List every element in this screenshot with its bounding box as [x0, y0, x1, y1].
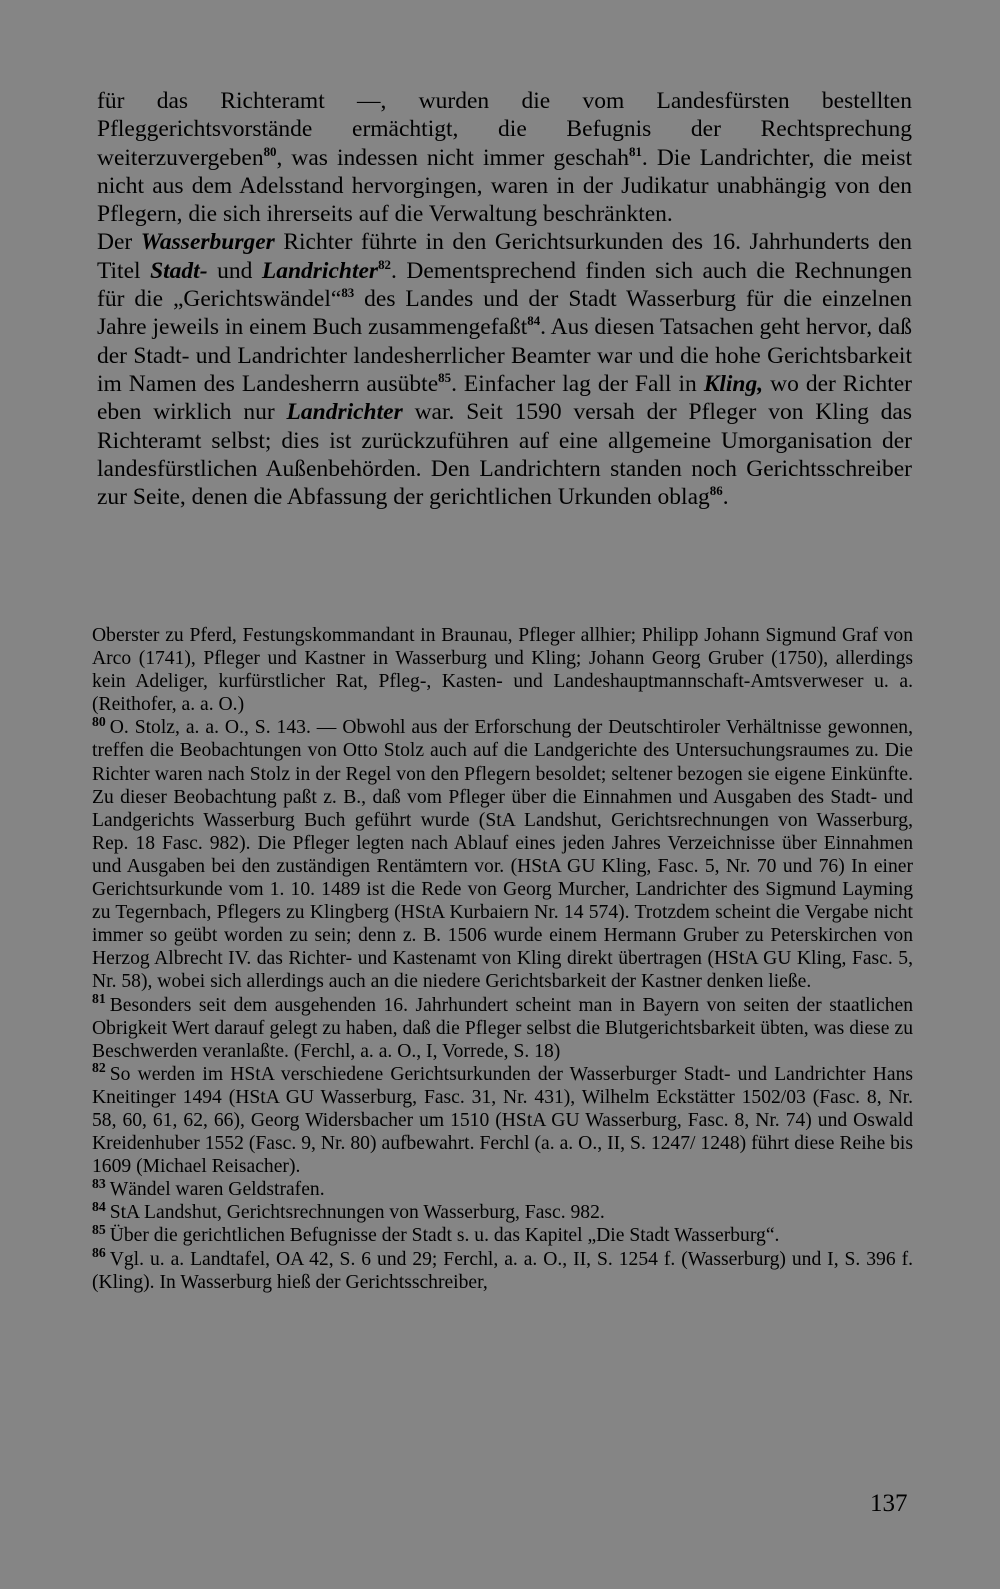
text-run: .: [722, 484, 729, 511]
footnote-text: StA Landshut, Gerichtsrechnungen von Wasserburg, Fasc. 982.: [109, 1202, 605, 1224]
text-run: für das Richteramt —, wurden die vom Landesfürsten bestellten Pfleggerichtsvorstände ermächtigt, die Befugnis der Rechtsprechung weiterzuvergeben: [97, 88, 912, 171]
footnote-ref-80: 80: [263, 143, 277, 159]
footnote-83: [92, 1175, 913, 1201]
footnote-85: [92, 1221, 913, 1247]
text-run: war. Seit 1590 versah der Pfleger von Kling das Richteramt selbst; dies ist zurückzuführen auf eine allgemeine Umorganisation der landesfürstlichen Außenbehörden. Den Landrichtern standen noch Gerichtsschreiber zur Seite, denen die Abfassung der gerichtlichen Urkunden oblag: [97, 399, 912, 511]
main-text: [97, 87, 912, 511]
footnotes: [92, 624, 913, 1294]
footnote-ref-82: 82: [378, 256, 391, 272]
footnote-ref-86: 86: [709, 483, 723, 499]
footnote-number: 82: [92, 1060, 106, 1076]
text-run: wo der Richter eben wirklich nur: [97, 370, 912, 426]
text-run: und: [207, 257, 262, 284]
paragraph-2: [97, 228, 912, 511]
emphasis-landrichter: Landrichter: [261, 257, 379, 284]
emphasis-landrichter: Landrichter: [286, 399, 403, 426]
footnote-84: [92, 1198, 913, 1224]
footnote-text: Über die gerichtlichen Befugnisse der Stadt s. u. das Kapitel „Die Stadt Wasserburg“.: [109, 1225, 780, 1247]
footnote-82: [92, 1060, 913, 1178]
text-run: . Aus diesen Tatsachen geht hervor, daß der Stadt- und Landrichter landesherrlicher Beamter war und die hohe Gerichtsbarkeit im Namen des Landesherrn ausübte: [97, 314, 912, 397]
footnote-text: Wändel waren Geldstrafen.: [109, 1179, 325, 1201]
footnote-ref-85: 85: [438, 370, 452, 386]
footnote-number: 81: [92, 990, 106, 1006]
footnote-text: Besonders seit dem ausgehenden 16. Jahrhundert scheint man in Bayern von seiten der staatlichen Obrigkeit Wert darauf gelegt zu haben, daß die Pfleger selbst die Blutgerichtsbarkeit übten, was diese zu Beschwerden veranlaßte. (Ferchl, a. a. O., I, Vorrede, S. 18): [92, 994, 913, 1062]
footnote-80: [92, 713, 913, 993]
footnote-text: Vgl. u. a. Landtafel, OA 42, S. 6 und 29; Ferchl, a. a. O., II, S. 1254 f. (Wasserburg) und I, S. 396 f. (Kling). In Wasserburg hieß der Gerichtsschreiber,: [92, 1248, 913, 1293]
text-run: , was indessen nicht immer geschah: [276, 144, 630, 171]
text-run: . Einfacher lag der Fall in: [451, 370, 704, 397]
footnote-number: 84: [92, 1198, 106, 1214]
text-run: . Die Landrichter, die meist nicht aus dem Adelsstand hervorgingen, waren in der Judikatur unabhängig von den Pflegern, die sich ihrerseits auf die Verwaltung beschränkten.: [97, 144, 913, 228]
footnote-ref-83: 83: [341, 285, 355, 301]
footnote-text: So werden im HStA verschiedene Gerichtsurkunden der Wasserburger Stadt- und Landrichter Hans Kneitinger 1494 (HStA GU Wasserburg, Fasc. 31, Nr. 431), Wilhelm Eckstätter 1502/03 (Fasc. 8, Nr. 58, 60, 61, 62, 66), Georg Widersbacher um 1510 (HStA GU Wasserburg, Fasc. 8, Nr. 74) und Oswald Kreidenhuber 1552 (Fasc. 9, Nr. 80) aufbewahrt. Ferchl (a. a. O., II, S. 1247/ 1248) führt diese Reihe bis 1609 (Michael Reisacher).: [92, 1063, 913, 1178]
emphasis-stadt: Stadt-: [150, 257, 208, 284]
footnote-number: 85: [92, 1221, 106, 1237]
emphasis-kling: Kling,: [703, 370, 764, 397]
footnote-text: O. Stolz, a. a. O., S. 143. — Obwohl aus der Erforschung der Deutschtiroler Verhältnisse gewonnen, treffen die Beobachtungen von Otto Stolz auch auf die Landgerichte des Untersuchungsraumes zu. Die Richter waren nach Stolz in der Regel von den Pflegern besoldet; seltener bezogen sie eigene Einkünfte. Zu dieser Beobachtung paßt z. B., daß vom Pfleger über die Einnahmen und Ausgaben des Stadt- und Landgerichts Wasserburg Buch geführt wurde (StA Landshut, Gerichtsrechnungen von Wasserburg, Rep. 18 Fasc. 982). Die Pfleger legten nach Ablauf eines jeden Jahres Verzeichnisse über Einnahmen und Ausgaben bei den zuständigen Rentämtern vor. (HStA GU Kling, Fasc. 5, Nr. 70 und 76) In einer Gerichtsurkunde vom 1. 10. 1489 ist die Rede von Georg Murcher, Landrichter des Sigmund Layming zu Tegernbach, Pflegers zu Klingberg (HStA Kurbaiern Nr. 14 574). Trotzdem scheint die Vergabe nicht immer so geübt worden zu sein; denn z. B. 1506 wurde einem Hermann Gruber zu Peterskirchen von Herzog Albrecht IV. das Richter- und Kastenamt von Kling direkt übertragen (HStA GU Kling, Fasc. 5, Nr. 58), wobei sich allerdings auch an die niedere Gerichtsbarkeit der Kastner denken ließe.: [92, 717, 913, 993]
footnote-number: 80: [92, 713, 106, 729]
footnote-ref-81: 81: [629, 143, 642, 159]
text-run: Richter führte in den Gerichtsurkunden des 16. Jahrhunderts den Titel: [97, 229, 912, 284]
emphasis-wasserburger: Wasserburger: [140, 229, 275, 256]
footnote-81: [92, 990, 913, 1063]
footnote-continuation: Oberster zu Pferd, Festungskommandant in Braunau, Pfleger allhier; Philipp Johann Sigmund Graf von Arco (1741), Pfleger und Kastner in Wasserburg und Kling; Johann Georg Gruber (1750), allerdings kein Adeliger, kurfürstlicher Rat, Pfleg-, Kasten- und Landeshauptmannschaft-Amtsverweser u. a. (Reithofer, a. a. O.): [92, 625, 913, 716]
page-number: 137: [870, 1490, 908, 1517]
footnote-86: [92, 1245, 913, 1294]
footnote-number: 86: [92, 1245, 106, 1260]
text-run: des Landes und der Stadt Wasserburg für die einzelnen Jahre jeweils in einem Buch zusammengefaßt: [97, 286, 912, 341]
footnote-ref-84: 84: [527, 313, 541, 329]
paragraph-1: [97, 87, 912, 228]
text-run: . Dementsprechend finden sich auch die Rechnungen für die „Gerichtswändel“: [97, 257, 913, 313]
text-run: Der: [97, 229, 141, 256]
footnote-number: 83: [92, 1175, 106, 1191]
